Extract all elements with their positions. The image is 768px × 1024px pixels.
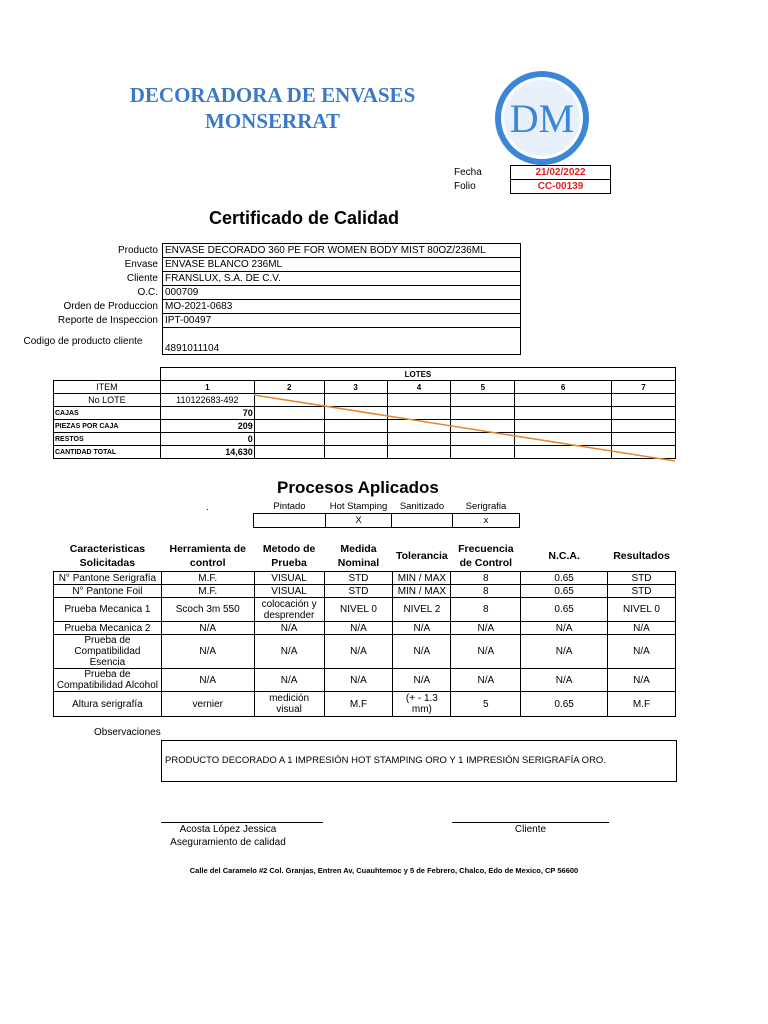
col-header: Frecuencia de Control bbox=[458, 543, 514, 569]
observaciones-text: PRODUCTO DECORADO A 1 IMPRESIÓN HOT STAMPING ORO Y 1 IMPRESIÓN SERIGRAFÍA ORO. bbox=[165, 755, 606, 766]
signature-role: Aseguramiento de calidad bbox=[170, 837, 286, 848]
item-label: ITEM bbox=[54, 381, 161, 394]
caracteristica-label: Prueba Mecanica 2 bbox=[54, 622, 162, 635]
info-value: 000709 bbox=[163, 286, 521, 300]
caracteristica-cell: 0.65 bbox=[521, 598, 608, 622]
restos-label: RESTOS bbox=[54, 433, 161, 446]
caracteristica-label: Prueba de Compatibilidad Esencia bbox=[54, 635, 162, 669]
caracteristica-cell: 8 bbox=[451, 572, 521, 585]
caracteristica-cell: VISUAL bbox=[254, 585, 324, 598]
info-label: O.C. bbox=[137, 287, 158, 298]
proceso-value bbox=[392, 514, 453, 528]
caracteristica-label: N° Pantone Serigrafía bbox=[54, 572, 162, 585]
caracteristica-row bbox=[54, 622, 676, 635]
signature-name: Acosta López Jessica bbox=[179, 824, 277, 835]
info-label: Producto bbox=[117, 245, 158, 256]
col-header: Resultados bbox=[613, 550, 670, 562]
caracteristica-label: N° Pantone Foil bbox=[54, 585, 162, 598]
cajas-label: CAJAS bbox=[54, 407, 161, 420]
proceso-value: X bbox=[326, 514, 392, 528]
no-lote-value: 110122683-492 bbox=[160, 394, 254, 407]
caracteristica-row bbox=[54, 669, 676, 692]
folio-value: CC-00139 bbox=[510, 179, 611, 194]
caracteristica-cell: N/A bbox=[254, 669, 324, 692]
signature-line-cliente bbox=[452, 822, 609, 823]
caracteristica-cell: N/A bbox=[521, 622, 608, 635]
logo-text: DM bbox=[509, 96, 575, 141]
proceso-header: Sanitizado bbox=[399, 501, 445, 512]
info-value: ENVASE BLANCO 236ML bbox=[163, 258, 521, 272]
caracteristica-cell: STD bbox=[324, 572, 393, 585]
caracteristica-cell: 8 bbox=[451, 598, 521, 622]
caracteristica-cell: Scoch 3m 550 bbox=[161, 598, 254, 622]
lote-number: 4 bbox=[387, 381, 451, 394]
caracteristica-row bbox=[54, 598, 676, 622]
info-label: Envase bbox=[124, 259, 158, 270]
caracteristica-cell: M.F bbox=[607, 692, 675, 717]
caracteristica-cell: N/A bbox=[393, 635, 451, 669]
piezas-label: PIEZAS POR CAJA bbox=[54, 420, 161, 433]
caracteristica-cell: vernier bbox=[161, 692, 254, 717]
company-name-line2: MONSERRAT bbox=[205, 109, 340, 133]
signature-line-calidad bbox=[161, 822, 323, 823]
caracteristica-cell: NIVEL 0 bbox=[324, 598, 393, 622]
procesos-table bbox=[253, 500, 520, 528]
info-label: Reporte de Inspeccion bbox=[57, 315, 158, 326]
caracteristica-cell: colocación y desprender bbox=[254, 598, 324, 622]
caracteristica-cell: N/A bbox=[324, 669, 393, 692]
caracteristica-cell: N/A bbox=[161, 635, 254, 669]
caracteristica-cell: 0.65 bbox=[521, 572, 608, 585]
signature-cliente: Cliente bbox=[514, 824, 547, 835]
caracteristica-cell: MIN / MAX bbox=[393, 572, 451, 585]
proceso-header: Hot Stamping bbox=[329, 501, 388, 512]
proceso-header: Serigrafia bbox=[465, 501, 507, 512]
col-header: Metodo de Prueba bbox=[262, 543, 316, 569]
caracteristica-cell: N/A bbox=[521, 635, 608, 669]
caracteristica-cell: N/A bbox=[451, 635, 521, 669]
col-header: Medida Nominal bbox=[337, 543, 380, 569]
caracteristica-cell: N/A bbox=[607, 669, 675, 692]
observaciones-box bbox=[161, 740, 677, 782]
caracteristicas-table bbox=[53, 541, 676, 717]
caracteristica-cell: VISUAL bbox=[254, 572, 324, 585]
lote-number: 5 bbox=[451, 381, 515, 394]
proceso-header: Pintado bbox=[273, 501, 306, 512]
caracteristica-cell: 0.65 bbox=[521, 692, 608, 717]
restos-value: 0 bbox=[160, 433, 254, 446]
caracteristica-cell: N/A bbox=[393, 622, 451, 635]
procesos-title: Procesos Aplicados bbox=[277, 478, 439, 497]
caracteristica-cell: M.F. bbox=[161, 585, 254, 598]
lote-number: 2 bbox=[254, 381, 324, 394]
caracteristica-cell: MIN / MAX bbox=[393, 585, 451, 598]
col-header: Herramienta de control bbox=[169, 543, 246, 569]
cantidad-total-value: 14,630 bbox=[160, 446, 254, 459]
caracteristica-cell: 5 bbox=[451, 692, 521, 717]
caracteristica-cell: NIVEL 2 bbox=[393, 598, 451, 622]
col-header: Tolerancia bbox=[396, 550, 448, 562]
info-value: 4891011104 bbox=[163, 328, 521, 355]
company-name-line1: DECORADORA DE ENVASES bbox=[129, 83, 416, 107]
lote-number: 1 bbox=[160, 381, 254, 394]
lotes-header: LOTES bbox=[160, 368, 675, 381]
info-value: MO-2021-0683 bbox=[163, 300, 521, 314]
info-label: Cliente bbox=[126, 273, 158, 284]
lote-number: 6 bbox=[515, 381, 612, 394]
no-lote-label: No LOTE bbox=[54, 394, 161, 407]
cajas-value: 70 bbox=[160, 407, 254, 420]
lote-number: 7 bbox=[612, 381, 676, 394]
caracteristica-cell: 8 bbox=[451, 585, 521, 598]
caracteristica-cell: (+ - 1.3 mm) bbox=[393, 692, 451, 717]
caracteristica-cell: M.F. bbox=[161, 572, 254, 585]
caracteristica-label: Prueba de Compatibilidad Alcohol bbox=[54, 669, 162, 692]
caracteristica-cell: STD bbox=[324, 585, 393, 598]
caracteristica-cell: M.F bbox=[324, 692, 393, 717]
caracteristica-cell: N/A bbox=[324, 635, 393, 669]
caracteristica-cell: medición visual bbox=[254, 692, 324, 717]
caracteristica-cell: N/A bbox=[161, 622, 254, 635]
info-value: ENVASE DECORADO 360 PE FOR WOMEN BODY MIST 80OZ/236ML bbox=[163, 244, 521, 258]
caracteristica-label: Altura serigrafía bbox=[54, 692, 162, 717]
observaciones-label: Observaciones bbox=[94, 727, 161, 738]
caracteristica-cell: N/A bbox=[451, 669, 521, 692]
col-header: N.C.A. bbox=[548, 550, 580, 562]
caracteristica-row bbox=[54, 635, 676, 669]
proceso-value bbox=[254, 514, 326, 528]
caracteristica-cell: N/A bbox=[393, 669, 451, 692]
fecha-label: Fecha bbox=[454, 167, 482, 178]
proceso-value: x bbox=[453, 514, 520, 528]
caracteristica-cell: N/A bbox=[254, 622, 324, 635]
footer-address: Calle del Caramelo #2 Col. Granjas, Entren Av, Cuauhtemoc y 5 de Febrero, Chalco, Edo de Mexico, CP 56600 bbox=[189, 866, 579, 875]
lote-number: 3 bbox=[324, 381, 387, 394]
info-value: FRANSLUX, S.A. DE C.V. bbox=[163, 272, 521, 286]
fecha-value: 21/02/2022 bbox=[510, 165, 611, 180]
folio-label: Folio bbox=[454, 181, 476, 192]
caracteristica-cell: N/A bbox=[254, 635, 324, 669]
caracteristica-cell: N/A bbox=[161, 669, 254, 692]
caracteristica-cell: N/A bbox=[607, 622, 675, 635]
piezas-value: 209 bbox=[160, 420, 254, 433]
info-value: IPT-00497 bbox=[163, 314, 521, 328]
caracteristica-cell: STD bbox=[607, 585, 675, 598]
caracteristica-cell: N/A bbox=[324, 622, 393, 635]
caracteristica-row bbox=[54, 692, 676, 717]
info-label: Orden de Produccion bbox=[63, 301, 158, 312]
caracteristica-row bbox=[54, 572, 676, 585]
cantidad-total-label: CANTIDAD TOTAL bbox=[54, 446, 161, 459]
caracteristica-cell: N/A bbox=[607, 635, 675, 669]
info-label: Codigo de producto cliente bbox=[23, 335, 143, 347]
caracteristica-label: Prueba Mecanica 1 bbox=[54, 598, 162, 622]
procesos-dot: . bbox=[206, 502, 209, 513]
caracteristica-cell: NIVEL 0 bbox=[607, 598, 675, 622]
caracteristica-cell: N/A bbox=[521, 669, 608, 692]
col-header: Caracteristicas Solicitadas bbox=[69, 543, 146, 569]
caracteristica-cell: 0.65 bbox=[521, 585, 608, 598]
caracteristica-cell: N/A bbox=[451, 622, 521, 635]
caracteristica-cell: STD bbox=[607, 572, 675, 585]
caracteristica-row bbox=[54, 585, 676, 598]
page-title: Certificado de Calidad bbox=[209, 208, 400, 228]
